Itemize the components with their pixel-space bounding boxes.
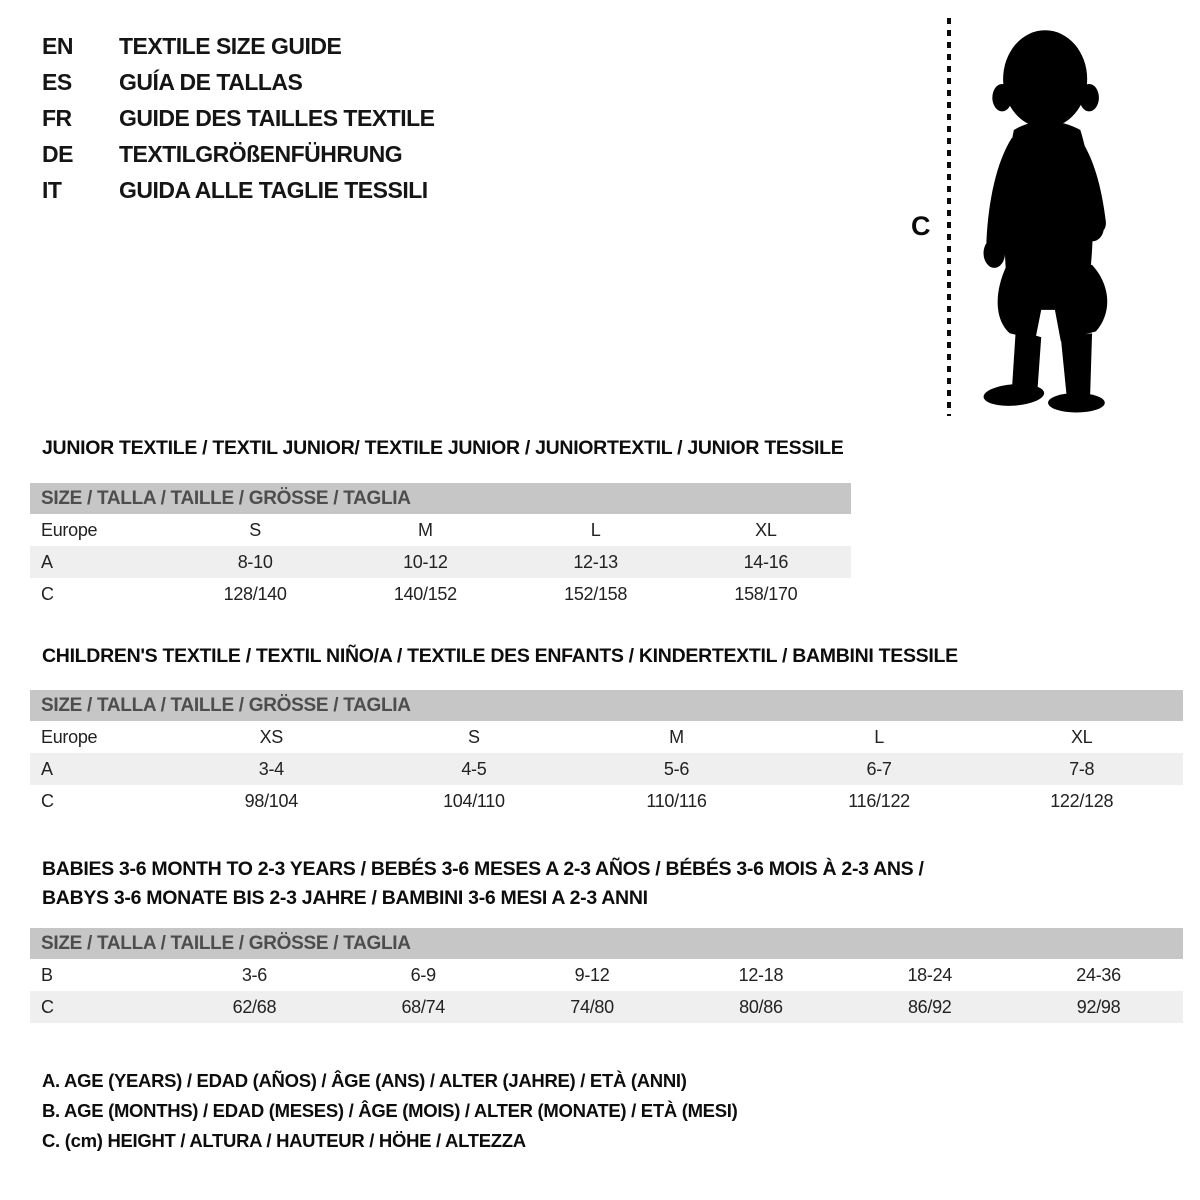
- language-row: [42, 136, 435, 172]
- table-cell: XL: [755, 519, 777, 540]
- language-row: [42, 28, 435, 64]
- language-title-list: [42, 28, 435, 208]
- table-cell: 18-24: [907, 964, 952, 985]
- table-cell: 3-4: [258, 758, 284, 779]
- table-cell: 158/170: [734, 583, 798, 604]
- row-label: Europe: [41, 519, 98, 540]
- language-row: [42, 64, 435, 100]
- section-title-junior: JUNIOR TEXTILE / TEXTIL JUNIOR/ TEXTILE JUNIOR / JUNIORTEXTIL / JUNIOR TESSILE: [42, 437, 844, 459]
- legend-line: A. AGE (YEARS) / EDAD (AÑOS) / ÂGE (ANS) / ALTER (JAHRE) / ETÀ (ANNI): [42, 1070, 687, 1091]
- row-label: Europe: [41, 726, 98, 747]
- table-cell: 62/68: [232, 996, 277, 1017]
- table-cell: 104/110: [443, 790, 505, 811]
- language-row: [42, 172, 435, 208]
- junior-size-table: [30, 483, 851, 610]
- table-header-bar: SIZE / TALLA / TAILLE / GRÖSSE / TAGLIA: [30, 690, 1183, 721]
- header-area: [0, 0, 1200, 437]
- table-header-bar: SIZE / TALLA / TAILLE / GRÖSSE / TAGLIA: [30, 483, 851, 514]
- table-row: [30, 785, 1183, 817]
- section-junior-textile: [0, 437, 1200, 610]
- height-measure-line: [947, 18, 951, 416]
- toddler-silhouette-icon: [963, 16, 1139, 416]
- table-row: [30, 991, 1183, 1023]
- language-guide-title: GUIDE DES TAILLES TEXTILE: [119, 104, 435, 131]
- table-cell: M: [418, 519, 433, 540]
- table-rows: [30, 721, 1183, 817]
- table-cell: S: [249, 519, 261, 540]
- table-cell: S: [468, 726, 480, 747]
- section-babies-textile: [0, 855, 1200, 1023]
- table-row: [30, 753, 1183, 785]
- section-title-babies-line1: BABIES 3-6 MONTH TO 2-3 YEARS / BEBÉS 3-6 MESES A 2-3 AÑOS / BÉBÉS 3-6 MOIS À 2-3 ANS /: [42, 858, 924, 880]
- row-label: C: [41, 583, 54, 604]
- height-measure-label: C: [911, 211, 931, 241]
- row-label: B: [41, 964, 53, 985]
- table-cell: 122/128: [1050, 790, 1114, 811]
- table-cell: 140/152: [393, 583, 457, 604]
- language-guide-title: TEXTILE SIZE GUIDE: [119, 32, 342, 59]
- children-size-table: [30, 690, 1183, 817]
- language-code: FR: [42, 104, 72, 131]
- table-cell: 128/140: [223, 583, 287, 604]
- language-code: DE: [42, 140, 73, 167]
- table-cell: 98/104: [244, 790, 298, 811]
- table-cell: L: [590, 519, 601, 540]
- table-row: [30, 721, 1183, 753]
- table-cell: 7-8: [1069, 758, 1095, 779]
- table-cell: XL: [1070, 726, 1093, 747]
- table-cell: 68/74: [401, 996, 446, 1017]
- table-cell: 14-16: [743, 551, 789, 572]
- table-cell: 12-13: [573, 551, 618, 572]
- section-children-textile: [0, 645, 1200, 817]
- table-cell: 5-6: [663, 758, 690, 779]
- language-guide-title: GUIDA ALLE TAGLIE TESSILI: [119, 176, 428, 203]
- table-cell: 116/122: [848, 790, 910, 811]
- table-cell: 10-12: [403, 551, 448, 572]
- legend-line: C. (cm) HEIGHT / ALTURA / HAUTEUR / HÖHE / ALTEZZA: [42, 1130, 526, 1151]
- table-cell: 152/158: [564, 583, 628, 604]
- section-title-babies-line2: BABYS 3-6 MONATE BIS 2-3 JAHRE / BAMBINI 3-6 MESI A 2-3 ANNI: [42, 887, 648, 909]
- table-cell: 8-10: [237, 551, 273, 572]
- table-cell: 92/98: [1076, 996, 1121, 1017]
- table-cell: 24-36: [1076, 964, 1121, 985]
- table-row: [30, 578, 851, 610]
- table-cell: 74/80: [570, 996, 614, 1017]
- row-label: A: [41, 758, 53, 779]
- table-cell: 12-18: [738, 964, 784, 985]
- table-cell: 110/116: [646, 790, 707, 811]
- table-header-bar: SIZE / TALLA / TAILLE / GRÖSSE / TAGLIA: [30, 928, 1183, 959]
- table-cell: 80/86: [739, 996, 783, 1017]
- row-label: C: [41, 996, 54, 1017]
- row-label: C: [41, 790, 54, 811]
- language-guide-title: GUÍA DE TALLAS: [119, 68, 303, 95]
- language-row: [42, 100, 435, 136]
- table-row: [30, 514, 851, 546]
- language-code: EN: [42, 32, 73, 59]
- table-row: [30, 959, 1183, 991]
- table-cell: 6-7: [866, 758, 892, 779]
- language-code: IT: [42, 176, 62, 203]
- table-cell: 3-6: [241, 964, 267, 985]
- table-row: [30, 546, 851, 578]
- table-cell: M: [669, 726, 684, 747]
- babies-size-table: [30, 928, 1183, 1023]
- language-code: ES: [42, 68, 72, 95]
- table-rows: [30, 959, 1183, 1023]
- table-cell: 9-12: [574, 964, 610, 985]
- row-label: A: [41, 551, 53, 572]
- table-cell: 6-9: [410, 964, 436, 985]
- table-cell: L: [874, 726, 884, 747]
- language-guide-title: TEXTILGRÖßENFÜHRUNG: [119, 140, 403, 167]
- section-title-children: CHILDREN'S TEXTILE / TEXTIL NIÑO/A / TEXTILE DES ENFANTS / KINDERTEXTIL / BAMBINI TESSILE: [42, 645, 958, 667]
- table-cell: XS: [259, 726, 283, 747]
- table-rows: [30, 514, 851, 610]
- legend-line: B. AGE (MONTHS) / EDAD (MESES) / ÂGE (MOIS) / ALTER (MONATE) / ETÀ (MESI): [42, 1100, 738, 1121]
- legend: [42, 1070, 1200, 1160]
- table-cell: 4-5: [461, 758, 487, 779]
- table-cell: 86/92: [907, 996, 952, 1017]
